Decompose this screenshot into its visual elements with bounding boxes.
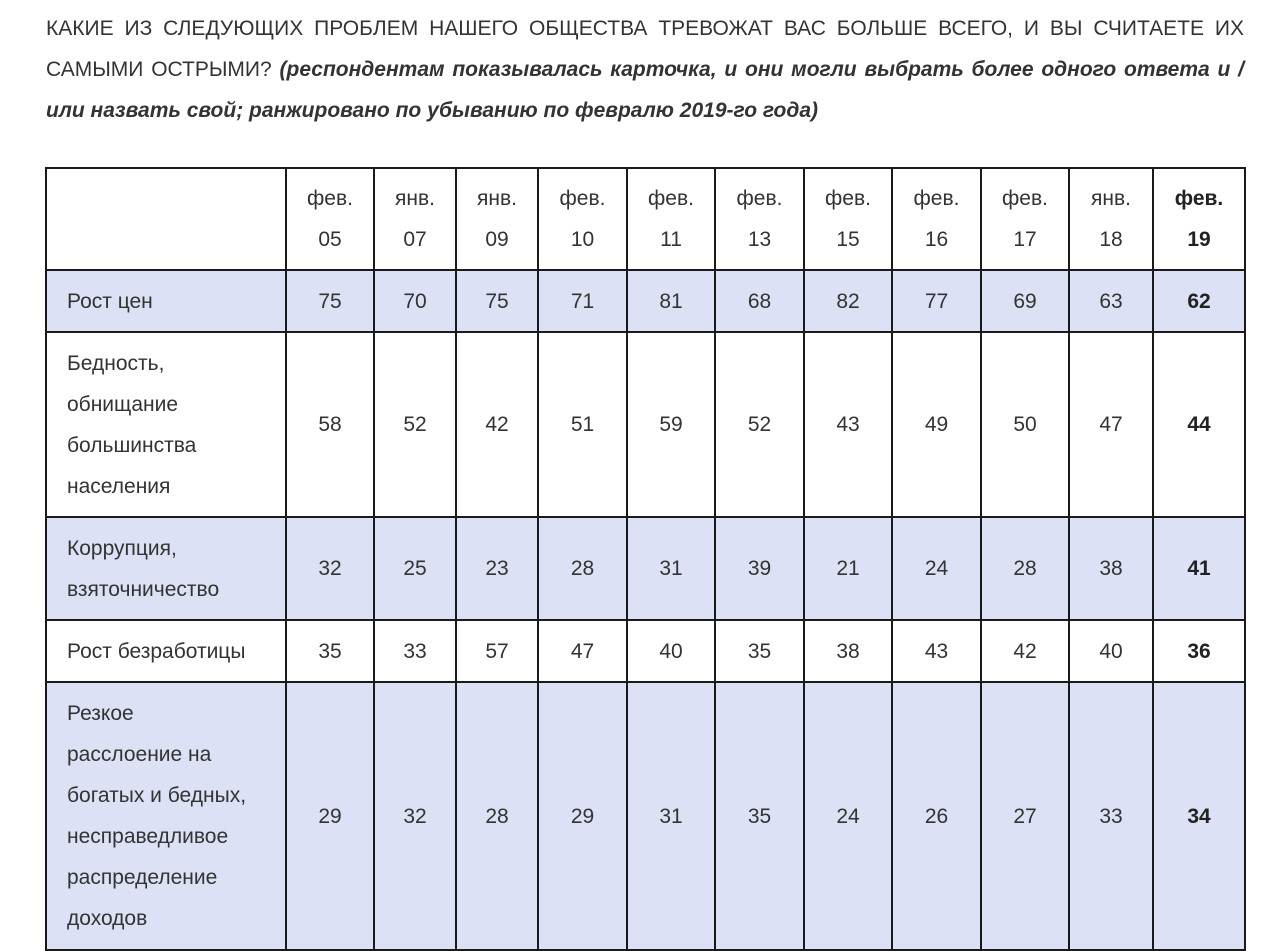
value-cell: 28 bbox=[456, 682, 538, 950]
value-cell: 82 bbox=[804, 270, 892, 332]
value-cell: 24 bbox=[804, 682, 892, 950]
value-cell: 33 bbox=[374, 620, 456, 682]
value-cell: 70 bbox=[374, 270, 456, 332]
value-cell: 31 bbox=[627, 517, 715, 620]
value-cell-current: 62 bbox=[1153, 270, 1245, 332]
header-date-cell: фев. 05 bbox=[286, 168, 374, 270]
table-row bbox=[46, 517, 1245, 620]
value-cell: 42 bbox=[981, 620, 1069, 682]
value-cell: 47 bbox=[538, 620, 627, 682]
table-header-row bbox=[46, 168, 1245, 270]
value-cell: 68 bbox=[715, 270, 804, 332]
value-cell: 77 bbox=[892, 270, 981, 332]
value-cell: 39 bbox=[715, 517, 804, 620]
value-cell: 28 bbox=[538, 517, 627, 620]
value-cell: 58 bbox=[286, 332, 374, 517]
survey-question-heading bbox=[46, 8, 1244, 131]
value-cell: 29 bbox=[286, 682, 374, 950]
value-cell: 81 bbox=[627, 270, 715, 332]
value-cell: 35 bbox=[715, 682, 804, 950]
value-cell: 38 bbox=[1069, 517, 1153, 620]
value-cell: 32 bbox=[374, 682, 456, 950]
header-empty-cell bbox=[46, 168, 286, 270]
header-date-cell: фев. 16 bbox=[892, 168, 981, 270]
survey-table-container bbox=[45, 167, 1244, 951]
value-cell: 47 bbox=[1069, 332, 1153, 517]
value-cell-current: 34 bbox=[1153, 682, 1245, 950]
header-date-cell: янв. 07 bbox=[374, 168, 456, 270]
value-cell: 49 bbox=[892, 332, 981, 517]
value-cell: 21 bbox=[804, 517, 892, 620]
value-cell: 42 bbox=[456, 332, 538, 517]
value-cell: 57 bbox=[456, 620, 538, 682]
row-label: Рост безработицы bbox=[46, 620, 286, 682]
value-cell: 29 bbox=[538, 682, 627, 950]
value-cell: 35 bbox=[286, 620, 374, 682]
value-cell: 40 bbox=[627, 620, 715, 682]
value-cell: 59 bbox=[627, 332, 715, 517]
table-row bbox=[46, 270, 1245, 332]
value-cell: 71 bbox=[538, 270, 627, 332]
table-row bbox=[46, 332, 1245, 517]
value-cell: 69 bbox=[981, 270, 1069, 332]
row-label: Бедность, обнищание большинства населения bbox=[46, 332, 286, 517]
header-date-cell: янв. 18 bbox=[1069, 168, 1153, 270]
value-cell: 43 bbox=[804, 332, 892, 517]
question-note: (респондентам показывалась карточка, и они могли выбрать более одного ответа и / или назвать свой; ранжировано по убыванию по февралю 2019-го года) bbox=[46, 58, 1244, 122]
value-cell: 63 bbox=[1069, 270, 1153, 332]
value-cell: 24 bbox=[892, 517, 981, 620]
value-cell: 23 bbox=[456, 517, 538, 620]
value-cell: 28 bbox=[981, 517, 1069, 620]
value-cell: 32 bbox=[286, 517, 374, 620]
value-cell: 43 bbox=[892, 620, 981, 682]
header-date-cell: янв. 09 bbox=[456, 168, 538, 270]
value-cell: 33 bbox=[1069, 682, 1153, 950]
header-date-cell: фев. 15 bbox=[804, 168, 892, 270]
value-cell: 52 bbox=[374, 332, 456, 517]
row-label: Резкое расслоение на богатых и бедных, несправедливое распределение доходов bbox=[46, 682, 286, 950]
row-label: Рост цен bbox=[46, 270, 286, 332]
row-label: Коррупция, взяточничество bbox=[46, 517, 286, 620]
value-cell: 75 bbox=[456, 270, 538, 332]
header-date-cell: фев. 11 bbox=[627, 168, 715, 270]
value-cell: 40 bbox=[1069, 620, 1153, 682]
value-cell: 26 bbox=[892, 682, 981, 950]
value-cell: 51 bbox=[538, 332, 627, 517]
value-cell-current: 41 bbox=[1153, 517, 1245, 620]
value-cell-current: 36 bbox=[1153, 620, 1245, 682]
value-cell: 50 bbox=[981, 332, 1069, 517]
table-row bbox=[46, 620, 1245, 682]
header-date-cell-current: фев. 19 bbox=[1153, 168, 1245, 270]
value-cell: 38 bbox=[804, 620, 892, 682]
question-text: КАКИЕ ИЗ СЛЕДУЮЩИХ ПРОБЛЕМ НАШЕГО ОБЩЕСТВА ТРЕВОЖАТ ВАС БОЛЬШЕ ВСЕГО, И ВЫ СЧИТАЕТЕ ИХ САМЫМИ ОСТРЫМИ? bbox=[46, 17, 1244, 81]
value-cell-current: 44 bbox=[1153, 332, 1245, 517]
value-cell: 25 bbox=[374, 517, 456, 620]
value-cell: 35 bbox=[715, 620, 804, 682]
value-cell: 31 bbox=[627, 682, 715, 950]
table-row bbox=[46, 682, 1245, 950]
value-cell: 27 bbox=[981, 682, 1069, 950]
value-cell: 75 bbox=[286, 270, 374, 332]
header-date-cell: фев. 17 bbox=[981, 168, 1069, 270]
header-date-cell: фев. 13 bbox=[715, 168, 804, 270]
header-date-cell: фев. 10 bbox=[538, 168, 627, 270]
value-cell: 52 bbox=[715, 332, 804, 517]
survey-results-table bbox=[45, 167, 1246, 951]
